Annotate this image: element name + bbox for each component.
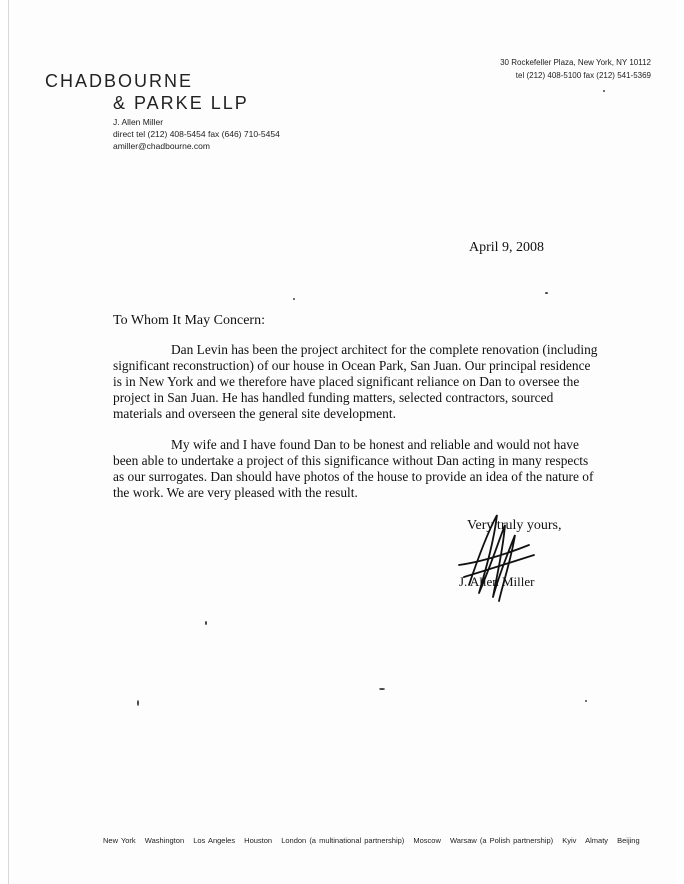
firm-name-line1: CHADBOURNE — [45, 71, 194, 91]
scan-speck — [137, 700, 139, 706]
closing: Very truly yours, — [467, 518, 562, 533]
body-paragraph-1: Dan Levin has been the project architect for the complete renovation (including significant reconstruction) of our house in Ocean Park, San Juan. Our principal residence is in New York and we therefore have placed significant reliance on Dan to oversee the project in San Juan. He has handled funding matters, selected contractors, sourced materials and overseen the general site development. — [113, 342, 598, 421]
salutation: To Whom It May Concern: — [113, 313, 265, 328]
firm-address: 30 Rockefeller Plaza, New York, NY 10112 — [500, 58, 651, 67]
signer-name: J. Allen Miller — [459, 574, 535, 589]
scan-speck — [603, 90, 605, 92]
office-list — [103, 836, 646, 845]
office-item: London (a multinational partnership) — [281, 836, 405, 845]
firm-phone: tel (212) 408-5100 fax (212) 541-5369 — [515, 71, 651, 80]
scan-speck — [585, 700, 587, 702]
firm-address-block — [500, 56, 651, 82]
letter-page — [8, 0, 677, 884]
attorney-phone: direct tel (212) 408-5454 fax (646) 710-5454 — [113, 129, 280, 139]
scan-speck — [205, 621, 207, 625]
body-paragraph-2: My wife and I have found Dan to be honest and reliable and would not have been able to undertake a project of this significance without Dan acting in many respects as our surrogates. Dan should have photos of the house to provide an idea of the nature of the work. We are very pleased with the result. — [113, 437, 594, 500]
office-item: Kyiv — [562, 836, 577, 845]
attorney-email: amiller@chadbourne.com — [113, 141, 210, 151]
office-item: Beijing — [617, 836, 640, 845]
office-item: Houston — [244, 836, 273, 845]
scan-speck — [379, 688, 385, 690]
firm-logo — [45, 70, 249, 114]
scan-speck — [545, 292, 548, 294]
office-item: Almaty — [585, 836, 609, 845]
scan-speck — [293, 298, 295, 300]
firm-name-line2: & PARKE LLP — [113, 93, 249, 113]
handwritten-signature — [439, 505, 549, 605]
office-item: Los Angeles — [193, 836, 236, 845]
office-item: Washington — [144, 836, 185, 845]
attorney-block — [113, 116, 280, 152]
office-item: Warsaw (a Polish partnership) — [449, 836, 554, 845]
office-item: Moscow — [413, 836, 441, 845]
office-item: New York — [103, 836, 136, 845]
attorney-name: J. Allen Miller — [113, 117, 164, 127]
letter-date: April 9, 2008 — [469, 240, 545, 255]
